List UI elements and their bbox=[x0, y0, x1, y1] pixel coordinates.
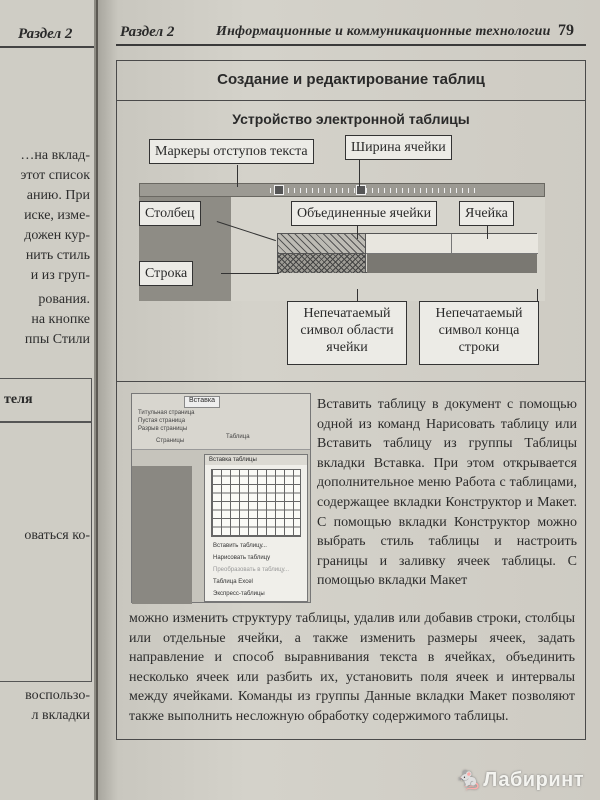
left-line: рования. bbox=[38, 292, 90, 307]
running-header bbox=[116, 22, 586, 46]
previous-page-edge bbox=[0, 0, 96, 800]
callout-line: ячейки bbox=[326, 340, 368, 355]
callout-cell-area-symbol bbox=[287, 301, 407, 365]
body-paragraph-full: можно изменить структуру таблицы, удалив или добавив строки, столбцы или отдельные ячейки, а также изменить размеры ячеек, задать направление и способ выравнивания текста в ячейках, объединить несколько ячеек или разбить их, установить поля ячеек и интервалы между ячейками. Команды из группы Данные вкладки Макет позволяют также выполнить несложную обработку содержимого таблицы. bbox=[129, 611, 575, 724]
table-size-grid bbox=[211, 469, 301, 537]
book-page bbox=[98, 0, 600, 800]
section-label: Раздел 2 bbox=[120, 24, 175, 40]
popup-title: Вставка таблицы bbox=[205, 455, 307, 465]
left-page-header: Раздел 2 bbox=[0, 24, 96, 48]
insert-table-popup bbox=[204, 454, 308, 602]
tab-insert: Вставка bbox=[184, 396, 220, 408]
ribbon-item: Пустая страница bbox=[138, 418, 186, 424]
callout-line: строки bbox=[458, 340, 500, 355]
callout-indent-markers: Маркеры отступов текста bbox=[149, 139, 314, 164]
menu-item: Нарисовать таблицу bbox=[213, 555, 271, 561]
left-table-label: теля bbox=[4, 392, 33, 407]
menu-item: Экспресс-таблицы bbox=[213, 591, 265, 597]
callout-line: Непечатаемый bbox=[303, 306, 391, 321]
table-row bbox=[367, 254, 537, 273]
reader-logo-icon: 🐁 bbox=[455, 766, 484, 791]
content-frame bbox=[116, 60, 586, 740]
table-button-label: Таблица bbox=[226, 434, 250, 440]
left-line: иске, изме- bbox=[24, 208, 90, 223]
callout-cell-width: Ширина ячейки bbox=[345, 135, 452, 160]
ribbon-group-label: Страницы bbox=[156, 438, 185, 444]
table-cell bbox=[366, 234, 452, 254]
callout-cell: Ячейка bbox=[459, 201, 514, 226]
insert-table-screenshot bbox=[131, 393, 311, 603]
page-number: 79 bbox=[558, 22, 574, 39]
left-line: ппы Стили bbox=[24, 332, 90, 347]
diagram-subtitle: Устройство электронной таблицы bbox=[232, 111, 470, 127]
left-line: анию. При bbox=[26, 188, 90, 203]
leader-line bbox=[359, 159, 360, 187]
callout-line: символ конца bbox=[438, 323, 520, 338]
callout-line: Непечатаемый bbox=[435, 306, 523, 321]
indent-marker-icon bbox=[274, 185, 284, 195]
menu-item: Преобразовать в таблицу... bbox=[213, 567, 289, 573]
ribbon bbox=[132, 394, 310, 450]
left-line: л вкладки bbox=[31, 708, 90, 723]
document-margin bbox=[132, 466, 192, 604]
left-line: …на вклад- bbox=[20, 148, 90, 163]
callout-row: Строка bbox=[139, 261, 193, 286]
header-title: Информационные и коммуникационные технологии bbox=[216, 24, 551, 39]
labirint-watermark bbox=[455, 766, 584, 792]
topic-title: Создание и редактирование таблиц bbox=[117, 61, 585, 101]
watermark-text: Лабиринт bbox=[483, 769, 584, 791]
section-divider bbox=[117, 381, 585, 382]
left-line: оваться ко- bbox=[24, 528, 90, 543]
menu-item: Таблица Excel bbox=[213, 579, 253, 585]
left-line: дожен кур- bbox=[24, 228, 90, 243]
merged-cells bbox=[278, 234, 366, 254]
ruler-ticks bbox=[270, 188, 480, 193]
left-line: воспользо- bbox=[25, 688, 90, 703]
leader-line bbox=[221, 273, 279, 274]
ruler bbox=[139, 183, 545, 197]
left-line: на кнопке bbox=[31, 312, 90, 327]
ribbon-item: Титульная страница bbox=[138, 410, 195, 416]
left-line: этот список bbox=[20, 168, 90, 183]
ribbon-item: Разрыв страницы bbox=[138, 426, 188, 432]
body-paragraph-side: Вставить таблицу в документ с помощью одной из команд Нарисовать таблицу или Вставить таблицу из группы Таблицы вкладки Вставка. При этом открывается дополнительное меню Работа с таблицами, содержащее вкладки Конструктор и Макет. С помощью вкладки Конструктор можно выбрать стиль таблицы и настроить границы и заливку ячеек таблицы. С помощью вкладки Макет bbox=[317, 397, 577, 589]
menu-item: Вставить таблицу... bbox=[213, 543, 267, 549]
callout-line: символ области bbox=[300, 323, 394, 338]
left-line: и из груп- bbox=[30, 268, 90, 283]
callout-row-end-symbol bbox=[419, 301, 539, 365]
left-line: нить стиль bbox=[25, 248, 90, 263]
leader-line bbox=[237, 165, 238, 187]
table-cell bbox=[452, 234, 538, 254]
column-marker-icon bbox=[356, 185, 366, 195]
callout-column: Столбец bbox=[139, 201, 201, 226]
callout-merged-cells: Объединенные ячейки bbox=[291, 201, 437, 226]
sample-table bbox=[277, 233, 537, 273]
left-table-cell bbox=[0, 422, 92, 682]
table-row bbox=[278, 254, 366, 273]
